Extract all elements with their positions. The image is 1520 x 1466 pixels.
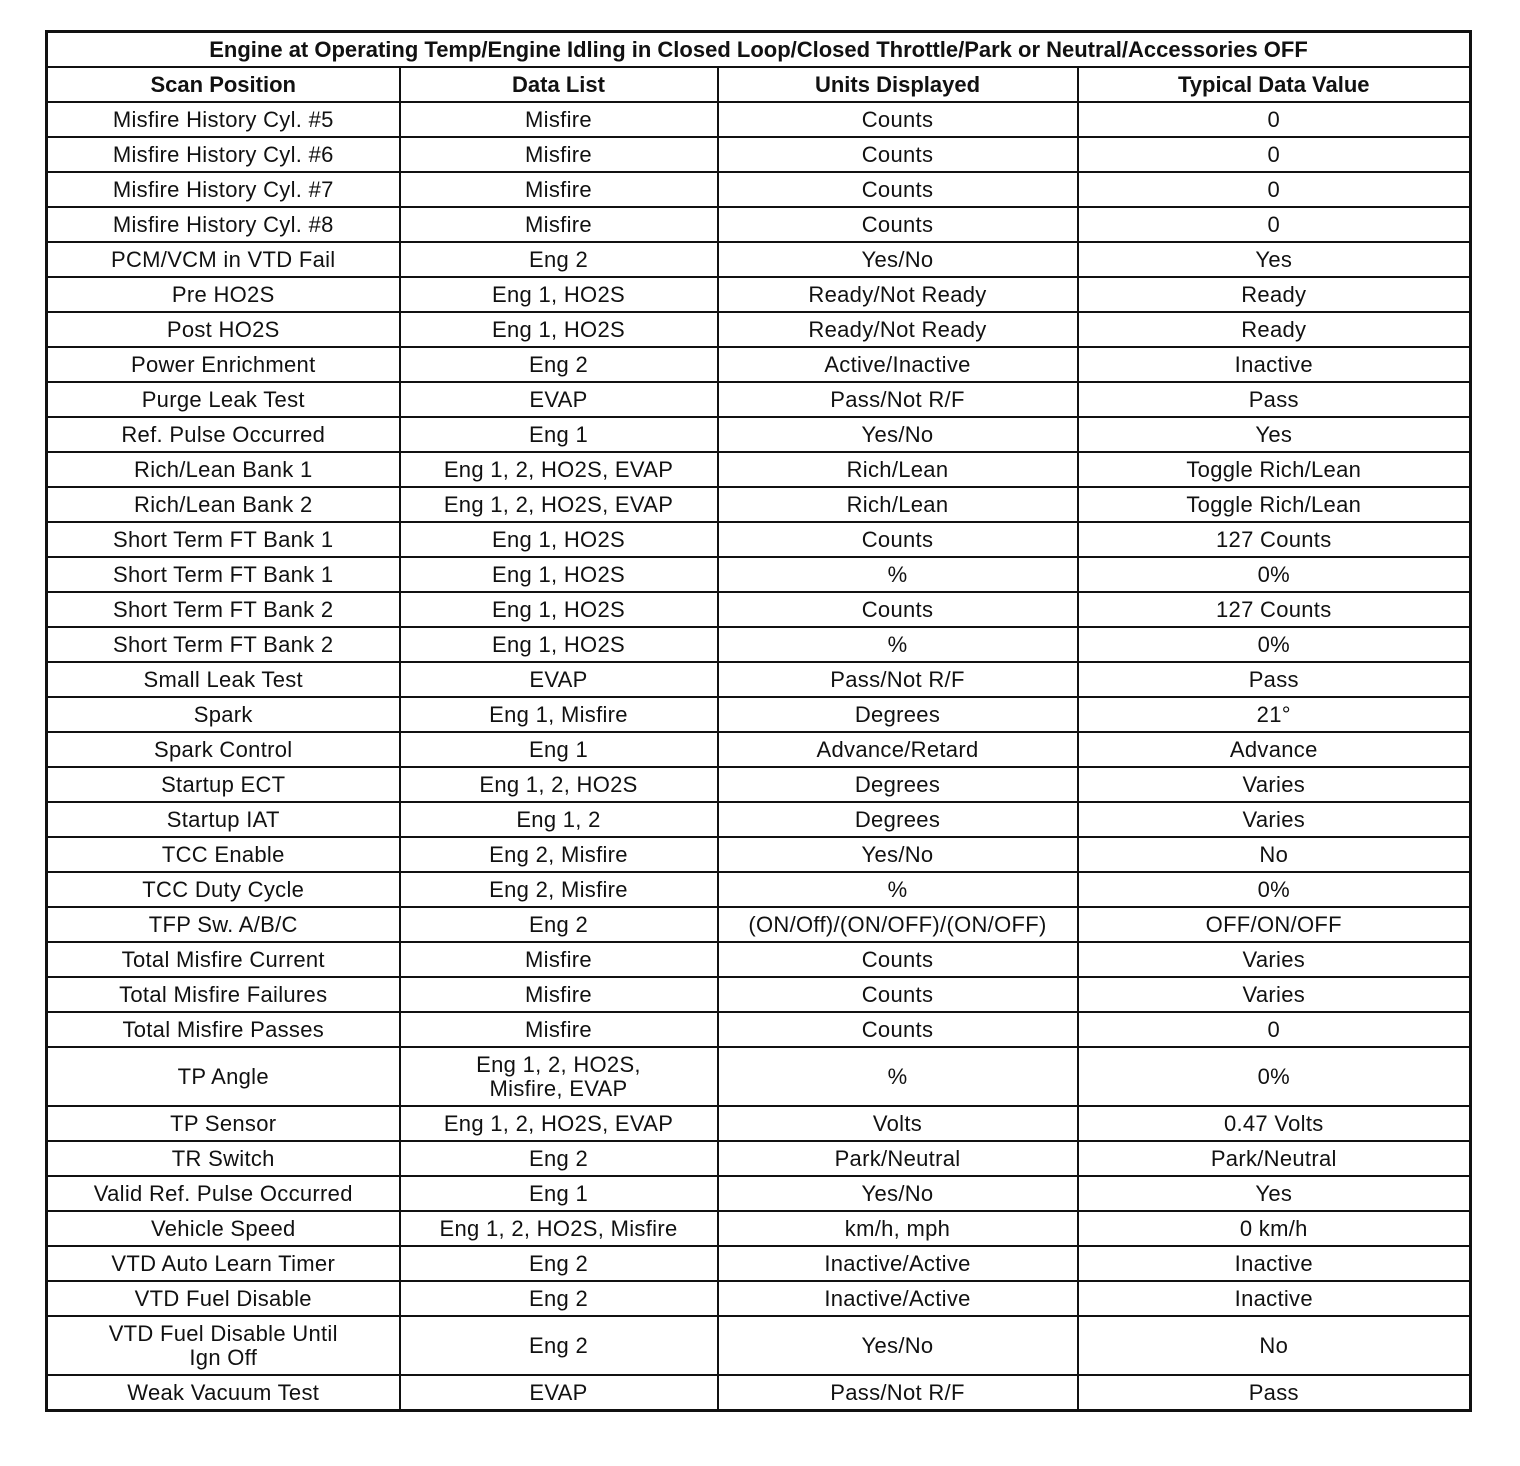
data-list-cell: Misfire: [400, 1012, 718, 1047]
scan-position-cell: TCC Duty Cycle: [47, 872, 400, 907]
table-title: Engine at Operating Temp/Engine Idling in Closed Loop/Closed Throttle/Park or Neutral/Accessories OFF: [47, 32, 1471, 68]
table-row: [47, 942, 1471, 977]
table-row: [47, 1141, 1471, 1176]
data-list-cell: Eng 1, HO2S: [400, 277, 718, 312]
header-scan-position: Scan Position: [47, 67, 400, 102]
typical-data-value-cell: Park/Neutral: [1078, 1141, 1471, 1176]
typical-data-value-cell: 0.47 Volts: [1078, 1106, 1471, 1141]
table-row: [47, 207, 1471, 242]
table-row: [47, 137, 1471, 172]
data-list-cell: Eng 2: [400, 1246, 718, 1281]
units-displayed-cell: Counts: [718, 172, 1078, 207]
table-row: [47, 907, 1471, 942]
data-list-cell: Eng 1, 2: [400, 802, 718, 837]
scan-position-cell: Short Term FT Bank 2: [47, 592, 400, 627]
table-row: [47, 1106, 1471, 1141]
scan-position-cell: Total Misfire Passes: [47, 1012, 400, 1047]
typical-data-value-cell: 0: [1078, 207, 1471, 242]
units-displayed-cell: Counts: [718, 207, 1078, 242]
scan-position-cell: Vehicle Speed: [47, 1211, 400, 1246]
scan-position-cell: Total Misfire Current: [47, 942, 400, 977]
typical-data-value-cell: 0: [1078, 102, 1471, 137]
table-row: [47, 312, 1471, 347]
table-row: [47, 452, 1471, 487]
data-list-cell: Eng 2: [400, 242, 718, 277]
table-row: [47, 347, 1471, 382]
units-displayed-cell: km/h, mph: [718, 1211, 1078, 1246]
table-row: [47, 1246, 1471, 1281]
scan-position-cell: VTD Auto Learn Timer: [47, 1246, 400, 1281]
data-list-cell: Misfire: [400, 102, 718, 137]
typical-data-value-cell: Yes: [1078, 242, 1471, 277]
units-displayed-cell: Pass/Not R/F: [718, 382, 1078, 417]
units-displayed-cell: Rich/Lean: [718, 452, 1078, 487]
typical-data-value-cell: Advance: [1078, 732, 1471, 767]
data-list-cell: Eng 1, HO2S: [400, 557, 718, 592]
typical-data-value-cell: 0%: [1078, 627, 1471, 662]
data-list-cell: EVAP: [400, 662, 718, 697]
scan-position-cell: TP Angle: [47, 1047, 400, 1106]
typical-data-value-cell: Pass: [1078, 1375, 1471, 1411]
table-row: [47, 802, 1471, 837]
typical-data-value-cell: Pass: [1078, 662, 1471, 697]
data-list-cell: Eng 2: [400, 1316, 718, 1375]
table-row: [47, 1211, 1471, 1246]
table-row: [47, 592, 1471, 627]
table-row: [47, 1047, 1471, 1106]
scan-position-cell: Valid Ref. Pulse Occurred: [47, 1176, 400, 1211]
scan-position-cell: Post HO2S: [47, 312, 400, 347]
scan-position-cell: VTD Fuel Disable: [47, 1281, 400, 1316]
table-row: [47, 1375, 1471, 1411]
typical-data-value-cell: No: [1078, 1316, 1471, 1375]
typical-data-value-cell: OFF/ON/OFF: [1078, 907, 1471, 942]
typical-data-value-cell: Yes: [1078, 1176, 1471, 1211]
units-displayed-cell: Pass/Not R/F: [718, 1375, 1078, 1411]
units-displayed-cell: %: [718, 872, 1078, 907]
scan-position-cell: Startup ECT: [47, 767, 400, 802]
scan-position-cell: Short Term FT Bank 2: [47, 627, 400, 662]
typical-data-value-cell: 0: [1078, 172, 1471, 207]
units-displayed-cell: Yes/No: [718, 837, 1078, 872]
data-list-cell: Eng 1, HO2S: [400, 627, 718, 662]
scan-position-cell: Ref. Pulse Occurred: [47, 417, 400, 452]
units-displayed-cell: Active/Inactive: [718, 347, 1078, 382]
table-row: [47, 977, 1471, 1012]
data-list-cell: Eng 2: [400, 1141, 718, 1176]
table-row: [47, 1176, 1471, 1211]
units-displayed-cell: Degrees: [718, 767, 1078, 802]
table-row: [47, 277, 1471, 312]
table-row: [47, 627, 1471, 662]
table-row: [47, 1281, 1471, 1316]
units-displayed-cell: Rich/Lean: [718, 487, 1078, 522]
scan-position-cell: Rich/Lean Bank 1: [47, 452, 400, 487]
table-row: [47, 172, 1471, 207]
typical-data-value-cell: 127 Counts: [1078, 592, 1471, 627]
data-list-cell: Eng 1: [400, 1176, 718, 1211]
data-list-cell: Eng 1, HO2S: [400, 522, 718, 557]
units-displayed-cell: Counts: [718, 137, 1078, 172]
data-list-cell: Eng 2, Misfire: [400, 872, 718, 907]
table-row: [47, 767, 1471, 802]
units-displayed-cell: Advance/Retard: [718, 732, 1078, 767]
data-list-cell: Eng 1, 2, HO2S, Misfire: [400, 1211, 718, 1246]
data-list-cell: Eng 2, Misfire: [400, 837, 718, 872]
typical-data-value-cell: Inactive: [1078, 1281, 1471, 1316]
table-row: [47, 662, 1471, 697]
data-list-cell: Eng 2: [400, 907, 718, 942]
units-displayed-cell: %: [718, 627, 1078, 662]
typical-data-value-cell: Ready: [1078, 277, 1471, 312]
typical-data-value-cell: Inactive: [1078, 347, 1471, 382]
header-typical-data-value: Typical Data Value: [1078, 67, 1471, 102]
scan-position-cell: Pre HO2S: [47, 277, 400, 312]
typical-data-value-cell: Varies: [1078, 802, 1471, 837]
data-list-cell: Eng 1, Misfire: [400, 697, 718, 732]
typical-data-value-cell: Yes: [1078, 417, 1471, 452]
scan-position-cell: Spark: [47, 697, 400, 732]
data-list-cell: Eng 1, HO2S: [400, 592, 718, 627]
data-list-cell: Eng 1, 2, HO2S: [400, 767, 718, 802]
units-displayed-cell: Yes/No: [718, 242, 1078, 277]
typical-data-value-cell: Inactive: [1078, 1246, 1471, 1281]
data-list-cell: Misfire: [400, 137, 718, 172]
scan-position-cell: Misfire History Cyl. #5: [47, 102, 400, 137]
data-list-cell: Eng 2: [400, 1281, 718, 1316]
units-displayed-cell: %: [718, 1047, 1078, 1106]
scan-position-cell: VTD Fuel Disable Until Ign Off: [47, 1316, 400, 1375]
typical-data-value-cell: 21°: [1078, 697, 1471, 732]
table-row: [47, 382, 1471, 417]
table-row: [47, 837, 1471, 872]
units-displayed-cell: Pass/Not R/F: [718, 662, 1078, 697]
typical-data-value-cell: Toggle Rich/Lean: [1078, 452, 1471, 487]
data-list-cell: Misfire: [400, 172, 718, 207]
data-list-cell: Eng 1: [400, 732, 718, 767]
table-row: [47, 1316, 1471, 1375]
typical-data-value-cell: No: [1078, 837, 1471, 872]
scan-position-cell: PCM/VCM in VTD Fail: [47, 242, 400, 277]
scan-position-cell: Weak Vacuum Test: [47, 1375, 400, 1411]
header-data-list: Data List: [400, 67, 718, 102]
header-units-displayed: Units Displayed: [718, 67, 1078, 102]
scan-position-cell: Short Term FT Bank 1: [47, 522, 400, 557]
table-row: [47, 697, 1471, 732]
table-row: [47, 487, 1471, 522]
typical-data-value-cell: 127 Counts: [1078, 522, 1471, 557]
units-displayed-cell: Counts: [718, 977, 1078, 1012]
scan-position-cell: Misfire History Cyl. #6: [47, 137, 400, 172]
units-displayed-cell: Yes/No: [718, 417, 1078, 452]
units-displayed-cell: Degrees: [718, 697, 1078, 732]
scan-position-cell: TCC Enable: [47, 837, 400, 872]
units-displayed-cell: Counts: [718, 522, 1078, 557]
units-displayed-cell: Park/Neutral: [718, 1141, 1078, 1176]
units-displayed-cell: Inactive/Active: [718, 1281, 1078, 1316]
scan-position-cell: Power Enrichment: [47, 347, 400, 382]
typical-data-value-cell: 0%: [1078, 557, 1471, 592]
scan-position-cell: Spark Control: [47, 732, 400, 767]
units-displayed-cell: Yes/No: [718, 1316, 1078, 1375]
scan-position-cell: Purge Leak Test: [47, 382, 400, 417]
table-row: [47, 522, 1471, 557]
header-row: [47, 67, 1471, 102]
typical-data-value-cell: Varies: [1078, 942, 1471, 977]
data-list-cell: Misfire: [400, 942, 718, 977]
units-displayed-cell: Ready/Not Ready: [718, 312, 1078, 347]
title-row: [47, 32, 1471, 68]
scan-position-cell: Rich/Lean Bank 2: [47, 487, 400, 522]
data-list-cell: EVAP: [400, 382, 718, 417]
scan-position-cell: Misfire History Cyl. #7: [47, 172, 400, 207]
units-displayed-cell: Inactive/Active: [718, 1246, 1078, 1281]
scan-position-cell: Small Leak Test: [47, 662, 400, 697]
table-row: [47, 872, 1471, 907]
scan-position-cell: Misfire History Cyl. #8: [47, 207, 400, 242]
table-row: [47, 102, 1471, 137]
table-row: [47, 732, 1471, 767]
data-list-cell: Misfire: [400, 977, 718, 1012]
units-displayed-cell: %: [718, 557, 1078, 592]
units-displayed-cell: Counts: [718, 1012, 1078, 1047]
units-displayed-cell: Yes/No: [718, 1176, 1078, 1211]
units-displayed-cell: Ready/Not Ready: [718, 277, 1078, 312]
scan-position-cell: TR Switch: [47, 1141, 400, 1176]
data-list-cell: Eng 1, HO2S: [400, 312, 718, 347]
table-row: [47, 242, 1471, 277]
units-displayed-cell: Volts: [718, 1106, 1078, 1141]
scan-position-cell: TP Sensor: [47, 1106, 400, 1141]
scan-position-cell: TFP Sw. A/B/C: [47, 907, 400, 942]
typical-data-value-cell: Ready: [1078, 312, 1471, 347]
units-displayed-cell: Degrees: [718, 802, 1078, 837]
units-displayed-cell: Counts: [718, 942, 1078, 977]
scan-position-cell: Startup IAT: [47, 802, 400, 837]
table-row: [47, 557, 1471, 592]
data-list-cell: Eng 1, 2, HO2S, EVAP: [400, 1106, 718, 1141]
typical-data-value-cell: 0: [1078, 1012, 1471, 1047]
units-displayed-cell: Counts: [718, 102, 1078, 137]
typical-data-value-cell: Varies: [1078, 977, 1471, 1012]
typical-data-value-cell: 0: [1078, 137, 1471, 172]
data-list-cell: Eng 1, 2, HO2S, EVAP: [400, 487, 718, 522]
units-displayed-cell: (ON/Off)/(ON/OFF)/(ON/OFF): [718, 907, 1078, 942]
table-body: [47, 102, 1471, 1411]
data-list-cell: EVAP: [400, 1375, 718, 1411]
data-list-cell: Eng 1, 2, HO2S, EVAP: [400, 452, 718, 487]
table-row: [47, 417, 1471, 452]
table-row: [47, 1012, 1471, 1047]
typical-data-value-cell: 0%: [1078, 1047, 1471, 1106]
scan-position-cell: Total Misfire Failures: [47, 977, 400, 1012]
data-list-cell: Eng 1, 2, HO2S, Misfire, EVAP: [400, 1047, 718, 1106]
data-list-cell: Eng 2: [400, 347, 718, 382]
data-list-cell: Eng 1: [400, 417, 718, 452]
typical-data-value-cell: 0 km/h: [1078, 1211, 1471, 1246]
typical-data-value-cell: 0%: [1078, 872, 1471, 907]
data-list-cell: Misfire: [400, 207, 718, 242]
units-displayed-cell: Counts: [718, 592, 1078, 627]
scan-data-table: [45, 30, 1472, 1412]
typical-data-value-cell: Pass: [1078, 382, 1471, 417]
typical-data-value-cell: Varies: [1078, 767, 1471, 802]
scan-position-cell: Short Term FT Bank 1: [47, 557, 400, 592]
typical-data-value-cell: Toggle Rich/Lean: [1078, 487, 1471, 522]
